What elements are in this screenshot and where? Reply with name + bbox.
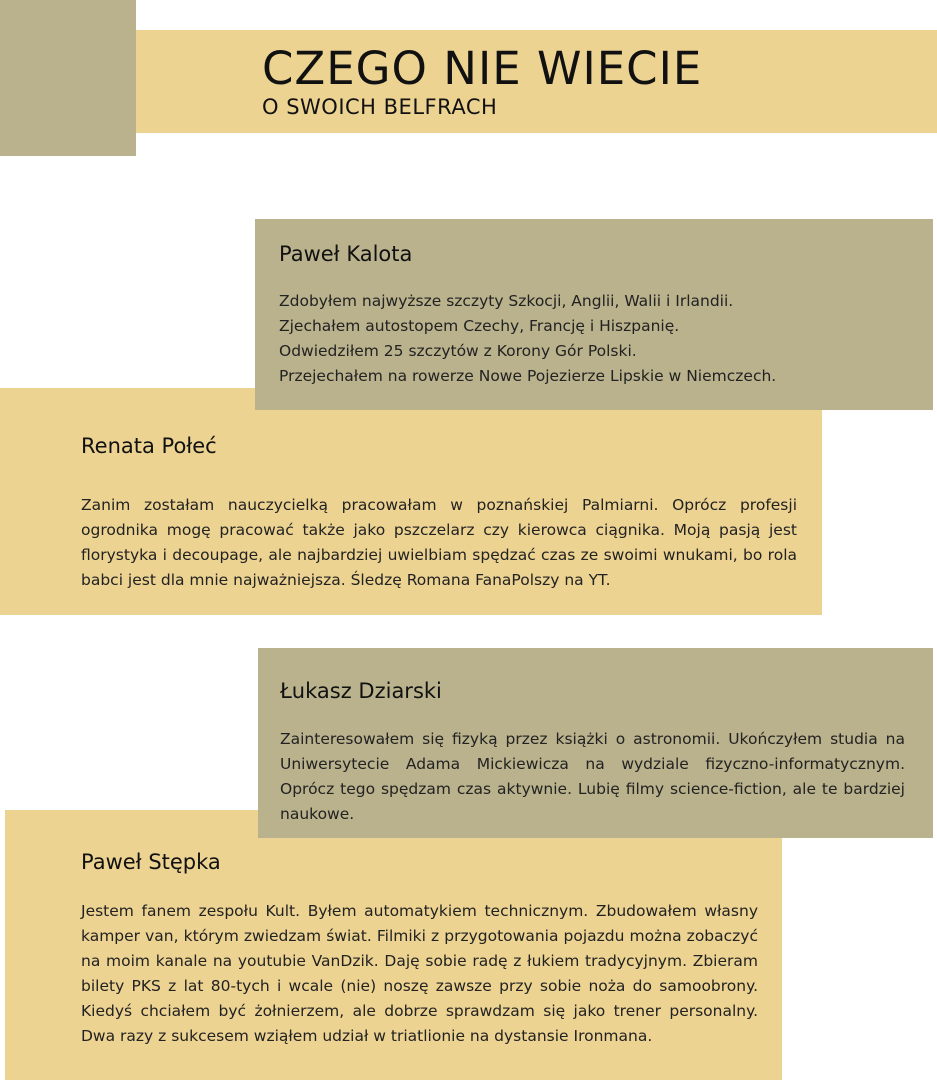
teacher-name: Renata Połeć [81, 434, 217, 458]
fact-line: Odwiedziłem 25 szczytów z Korony Gór Polski. [279, 342, 637, 360]
fact-line: Zdobyłem najwyższe szczyty Szkocji, Anglii, Walii i Irlandii. [279, 292, 734, 310]
header-corner-block [0, 0, 136, 156]
teacher-bio: Jestem fanem zespołu Kult. Byłem automatykiem technicznym. Zbudowałem własny kamper van, którym zwiedzam świat. Filmiki z przygotowania pojazdu można zobaczyć na moim kanale na youtubie VanDzik. Daję sobie radę z łukiem tradycyjnym. Zbieram bilety PKS z lat 80-tych i wcale (nie) noszę zawsze przy sobie noża do samoobrony. Kiedyś chciałem być żołnierzem, ale dobrze sprawdzam się jako trener personalny. Dwa razy z sukcesem wziąłem udział w triatlionie na dystansie Ironmana. [81, 902, 758, 1045]
card-renata-polec-tab [0, 388, 255, 410]
fact-line: Zjechałem autostopem Czechy, Francję i Hiszpanię. [279, 317, 680, 335]
page-subtitle: O SWOICH BELFRACH [262, 95, 498, 119]
teacher-facts [279, 289, 776, 389]
fact-line: Przejechałem na rowerze Nowe Pojezierze Lipskie w Niemczech. [279, 367, 777, 385]
teacher-name: Paweł Kalota [279, 242, 413, 266]
teacher-bio: Zainteresowałem się fizyką przez książki o astronomii. Ukończyłem studia na Uniwersytecie Adama Mickiewicza na wydziale fizyczno-informatycznym. Oprócz tego spędzam czas aktywnie. Lubię filmy science-fiction, ale te bardziej naukowe. [280, 730, 905, 823]
teacher-bio: Zanim zostałam nauczycielką pracowałam w poznańskiej Palmiarni. Oprócz profesji ogrodnika mogę pracować także jako pszczelarz czy kierowca ciągnika. Moją pasją jest florystyka i decoupage, ale najbardziej uwielbiam spędzać czas ze swoimi wnukami, bo rola babci jest dla mnie najważniejsza. Śledzę Romana FanaPolszy na YT. [81, 496, 797, 589]
page-title: CZEGO NIE WIECIE [262, 42, 703, 95]
teacher-name: Łukasz Dziarski [280, 679, 442, 703]
teacher-name: Paweł Stępka [81, 850, 221, 874]
card-pawel-stepka-tab [5, 810, 258, 838]
